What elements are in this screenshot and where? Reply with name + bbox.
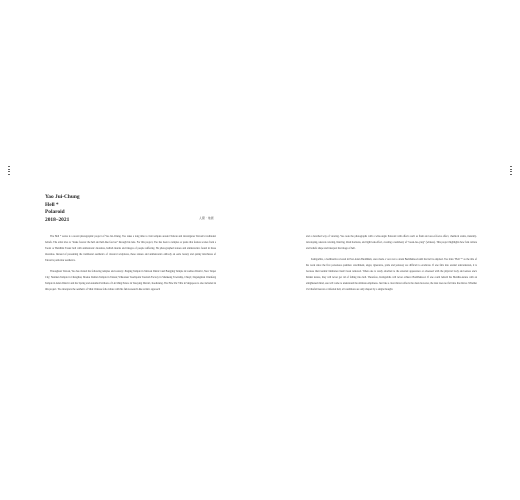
chinese-title: 人間 · 地獄 bbox=[199, 217, 214, 220]
years: 2018–2021 bbox=[45, 216, 70, 223]
right-page bbox=[260, 0, 520, 500]
paragraph: Throughout Taiwan, Yao has visited the following temples and scenery: Jhaging Temple in Xinwen District and Bangjing Temple in Luzhou District, New Taipei City; Nanmen Temple in Changhua; Madou Daitian Temple in Tainan; Wihounan Touchpoint Tourism Factory in Shenkeng Township, Chiayi; Dagangshan Chunfeng Temple in Alian District and the Spring and Autumn Pavilions of Lin Ming Palace in Tsuoying District, Kaohsiung. The Haw Par Villa in Singapore is also included in this project. Yao interprets the aesthetic of Shui Chinese folk culture with his field-research-like artistic approach bbox=[45, 270, 216, 291]
paragraph: and a detached way of viewing. Yao took the photographs with a wide-angle Polaroid with effects such as flash and out-of-focus effect, chemical stains, instantly-developing, uneven coloring, blurring, tilted horizons, and light leak effect, creating a testimony of "Guan-luo-yang" (witness). This project highlights how folk culture and beliefs shape and interpret the image of hell. bbox=[306, 235, 477, 250]
body-text-left bbox=[45, 234, 216, 298]
paragraph: Ksitigarbha, a bodhisattva revered in East Asian Buddhism, once made a vow not to attain Buddhahood until the hell is emptied. Yao titles "Hell *" as the title of his work since the five poisonous qualities: attachment, anger, ignorance, pride and jealousy are difficult to eradicate. If one falls into eternal reincarnation, it is because their karmic hindrance hasn't been removed. When one is rarely attached to the external appearance or obsessed with the physical body and senses one's hidden nature, they will never get rid of falling into hell. Therefore, Ksitigarbha will never achieve Buddhahood. If one could behold his Buddha-nature with an enlightened mind, one will come to understand the ultimate emptiness. Just like a clear mirror reflects the dusts however, the dust does not fall into the mirror. Whether it's blissful heaven or infernal hell, all conditions are only shaped by a single thought. bbox=[306, 258, 477, 291]
series-title: Hell * bbox=[45, 201, 59, 208]
paragraph: The Hell * series is a recent photographic project of Yao Jui-Chung. Yao takes a long time to visit temples around Taiwan and investigates Taiwan's traditional beliefs. The artist tries to "make forever the hell and hell-like forever" through his lens. For this project, Yao has been to temples or parks that feature scenes from a Taoist or Buddhist Easter hell with animatronic dioramas, hellish murals and images of people suffering. He photographed statues and animatronics found in these dioramas. Instead of presenting the traditional aesthetics of classical sculptures, these statues and animatronics embody an eerie beauty and quirky kitschness of Taiwan's particular aesthetics. bbox=[45, 235, 216, 262]
page-edge-marker bbox=[7, 166, 11, 175]
title-block bbox=[45, 194, 220, 224]
medium: Polaroid bbox=[45, 209, 65, 216]
page-edge-marker bbox=[509, 166, 513, 175]
body-text-right bbox=[306, 234, 477, 298]
artist-name: Yao Jui-Chung bbox=[45, 194, 80, 200]
